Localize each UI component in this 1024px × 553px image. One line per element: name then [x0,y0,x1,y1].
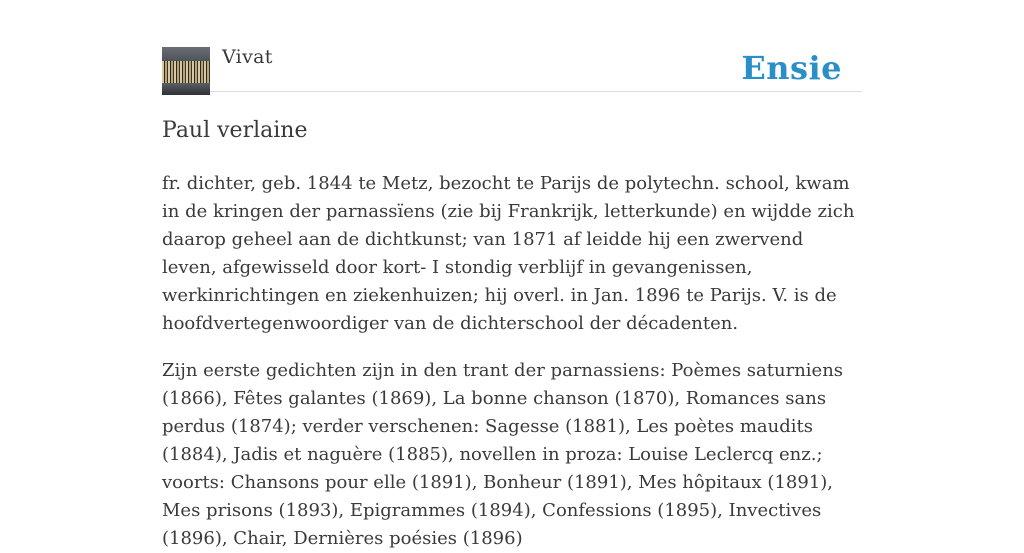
shelf-icon [162,83,210,95]
article-paragraph: Zijn eerste gedichten zijn in den trant der parnassiens: Poèmes saturniens (1866), Fêtes galantes (1869), La bonne chanson (1870), Romances sans perdus (1874); verder verschenen: Sagesse (1881), Les poètes maudits (1884), Jadis et naguère (1885), novellen in proza: Louise Leclercq enz.; voorts: Chansons pour elle (1891), Bonheur (1891), Mes hôpitaux (1891), Mes prisons (1893), Epigrammes (1894), Confessions (1895), Invectives (1896), Chair, Dernières poésies (1896) [162,360,844,549]
site-logo[interactable]: Ensie [741,49,842,87]
article-paragraph: fr. dichter, geb. 1844 te Metz, bezocht te Parijs de polytechn. school, kwam in de kringen der parnassïens (zie bij Frankrijk, letterkunde) en wijdde zich daarop geheel aan de dichtkunst; van 1871 af leidde hij een zwervend leven, afgewisseld door kort- I stondig verblijf in gevangenissen, werkinrichtingen en ziekenhuizen; hij overl. in Jan. 1896 te Parijs. V. is de hoofdvertegenwoordiger van de dichterschool der décadenten. [162,173,855,334]
books-icon [162,61,210,85]
site-header [162,0,862,92]
page-container [162,0,862,553]
author-name[interactable]: Vivat [222,46,273,68]
article-title: Paul verlaine [162,118,308,143]
author-avatar[interactable] [162,47,210,95]
